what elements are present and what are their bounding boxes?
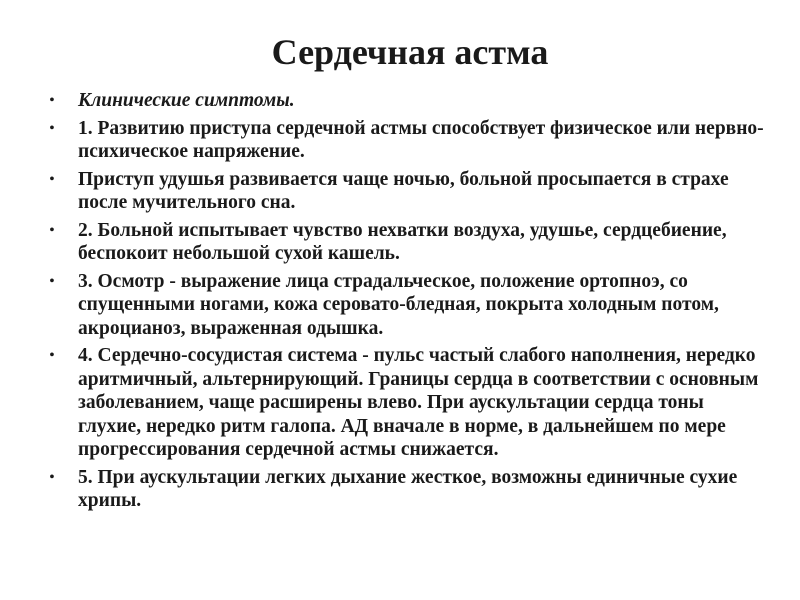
bullet-text: Приступ удушья развивается чаще ночью, больной просыпается в страхе после мучительного сна. bbox=[78, 168, 729, 213]
bullet-item bbox=[46, 117, 766, 164]
bullet-icon: • bbox=[49, 171, 55, 187]
bullet-text: 1. Развитию приступа сердечной астмы способствует физическое или нервно-психическое напряжение. bbox=[78, 117, 764, 162]
slide-title: Сердечная астма bbox=[271, 32, 549, 72]
bullet-icon: • bbox=[49, 273, 55, 289]
bullet-icon: • bbox=[49, 469, 55, 485]
bullet-icon: • bbox=[49, 348, 55, 363]
bullet-item bbox=[46, 270, 766, 341]
bullet-text: 3. Осмотр - выражение лица страдальческое, положение ортопноэ, со спущенными ногами, кожа серовато-бледная, покрыта холодным потом, акроцианоз, выраженная одышка. bbox=[78, 270, 719, 339]
bullet-text: 5. При аускультации легких дыхание жесткое, возможны единичные сухие хрипы. bbox=[78, 466, 738, 511]
bullet-text: Клинические симптомы. bbox=[78, 90, 295, 111]
bullet-list bbox=[46, 89, 766, 517]
bullet-icon: • bbox=[49, 120, 55, 136]
bullet-item bbox=[46, 168, 766, 215]
bullet-item bbox=[46, 344, 766, 462]
bullet-item bbox=[46, 89, 766, 113]
bullet-icon: • bbox=[49, 93, 55, 108]
bullet-text: 2. Больной испытывает чувство нехватки воздуха, удушье, сердцебиение, беспокоит небольшой сухой кашель. bbox=[78, 219, 727, 264]
bullet-item bbox=[46, 466, 766, 513]
bullet-item bbox=[46, 219, 766, 266]
bullet-icon: • bbox=[49, 222, 55, 238]
bullet-text: 4. Сердечно-сосудистая система - пульс частый слабого наполнения, нередко аритмичный, альтернирующий. Границы сердца в соответствии с основным заболеванием, чаще расширены влево. При аускультации сердца тоны глухие, нередко ритм галопа. АД вначале в норме, в дальнейшем по мере прогрессирования сердечной астмы снижается. bbox=[78, 345, 759, 460]
